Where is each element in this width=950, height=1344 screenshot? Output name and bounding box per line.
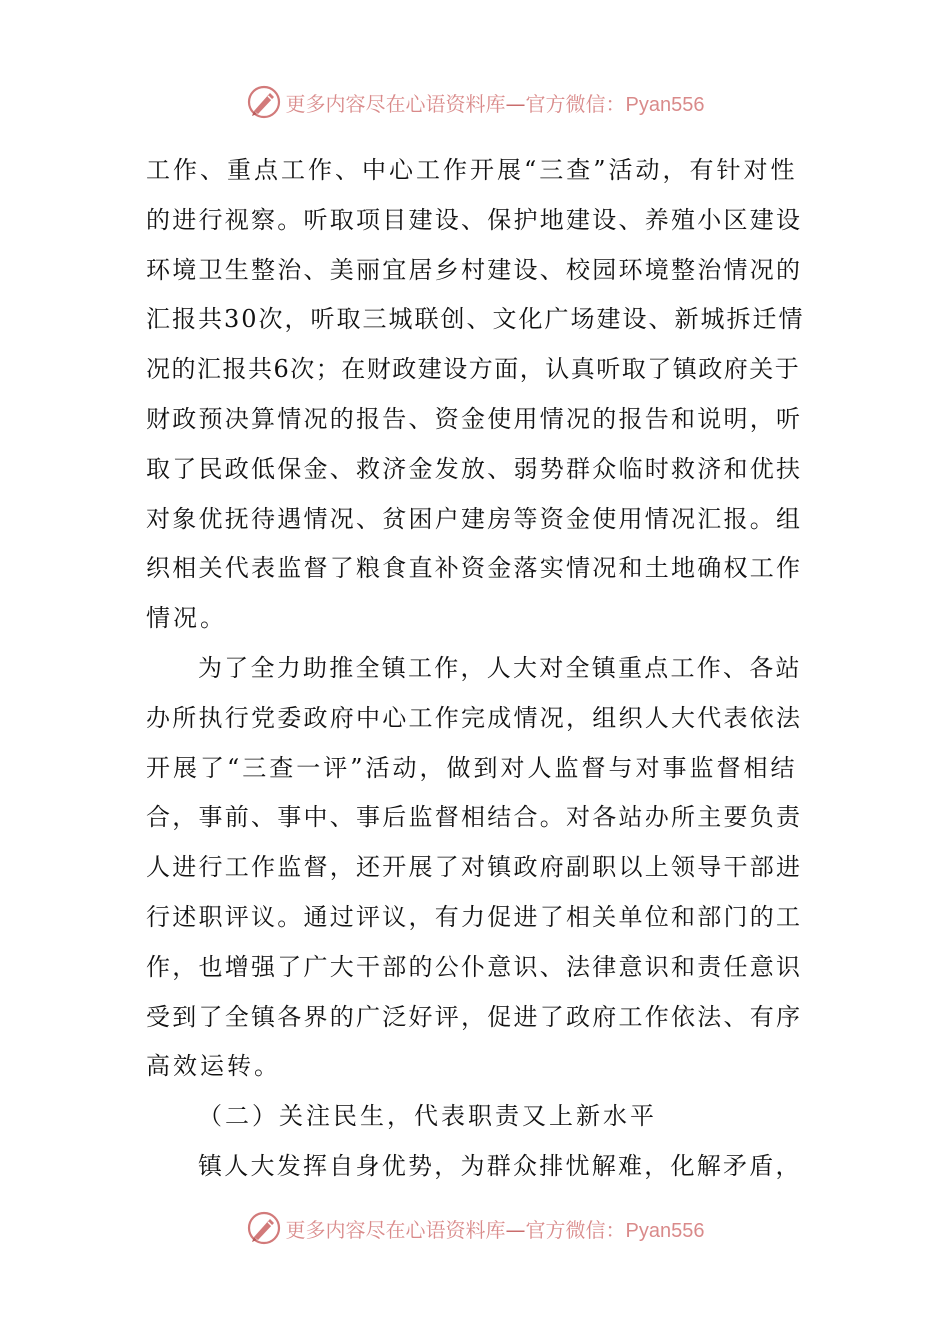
pen-logo-icon (246, 84, 282, 120)
text-line: 为了全力助推全镇工作，人大对全镇重点工作、各站 (198, 653, 802, 682)
text-line: 行述职评议。通过评议，有力促进了相关单位和部门的工 (146, 902, 803, 931)
document-body (146, 146, 806, 1192)
text-line: 开展了“三查一评”活动，做到对人监督与对事监督相结 (146, 753, 798, 782)
watermark-dash: — (505, 1217, 526, 1242)
text-line: 高效运转。 (146, 1052, 281, 1081)
text-line: 人进行工作监督，还开展了对镇政府副职以上领导干部进 (146, 853, 803, 882)
text-line: 受到了全镇各界的广泛好评，促进了政府工作依法、有序 (146, 1002, 803, 1031)
watermark-dash: — (505, 91, 526, 116)
watermark-official: 官方微信： (525, 91, 626, 116)
watermark-id: Pyan556 (625, 1219, 705, 1242)
text-line: 财政预决算情况的报告、资金使用情况的报告和说明，听 (146, 404, 803, 433)
text-line: 作，也增强了广大干部的公仆意识、法律意识和责任意识 (146, 952, 803, 981)
text-line: 取了民政低保金、救济金发放、弱势群众临时救济和优扶 (146, 454, 803, 483)
text-line: 织相关代表监督了粮食直补资金落实情况和土地确权工作 (146, 554, 803, 583)
watermark-prefix: 更多内容尽在心语资料库 (285, 1217, 506, 1242)
text-line: 汇报共30次，听取三城联创、文化广场建设、新城拆迁情 (146, 305, 805, 334)
text-line: 环境卫生整治、美丽宜居乡村建设、校园环境整治情况的 (146, 255, 803, 284)
watermark-prefix: 更多内容尽在心语资料库 (285, 91, 506, 116)
text-line: 对象优抚待遇情况、贫困户建房等资金使用情况汇报。组 (146, 504, 803, 533)
watermark-text (286, 1214, 705, 1243)
footer-watermark (0, 1208, 950, 1248)
text-line: 况的汇报共6次；在财政建设方面，认真听取了镇政府关于 (146, 355, 801, 384)
text-line: 工作、重点工作、中心工作开展“三查”活动，有针对性 (146, 156, 798, 184)
text-line: 镇人大发挥自身优势，为群众排忧解难，化解矛盾， (198, 1151, 802, 1180)
watermark-id: Pyan556 (625, 93, 705, 116)
text-line: 合，事前、事中、事后监督相结合。对各站办所主要负责 (146, 803, 803, 832)
text-line: 的进行视察。听取项目建设、保护地建设、养殖小区建设 (146, 205, 803, 234)
pen-logo-icon (246, 1210, 282, 1246)
text-line: 情况。 (146, 604, 227, 633)
watermark-text (286, 88, 705, 117)
watermark-official: 官方微信： (525, 1217, 626, 1242)
text-line: 办所执行党委政府中心工作完成情况，组织人大代表依法 (146, 703, 803, 732)
header-watermark (0, 82, 950, 122)
text-line: （二）关注民生，代表职责又上新水平 (198, 1102, 657, 1131)
